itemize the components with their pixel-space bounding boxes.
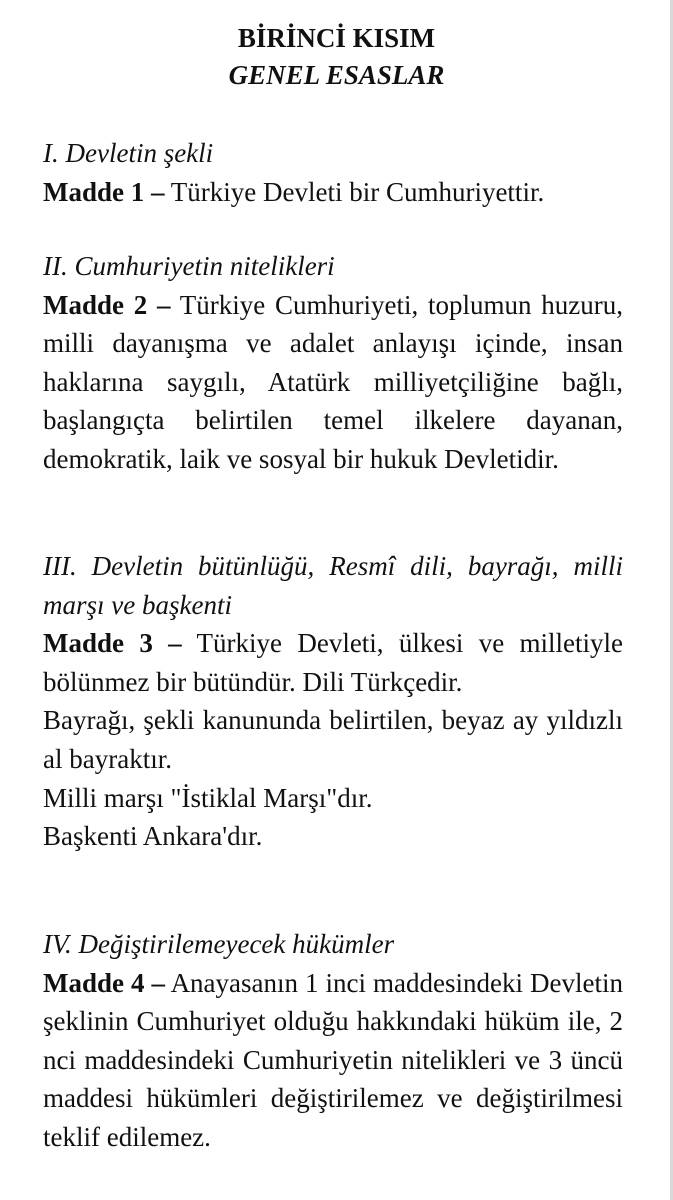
article-3-paragraph: Başkenti Ankara'dır. — [43, 821, 263, 852]
article-label: Madde 2 – — [43, 289, 171, 320]
section-4 — [43, 925, 623, 1157]
part-title: BİRİNCİ KISIM — [237, 23, 436, 53]
article-3-paragraph: Bayrağı, şekli kanununda belirtilen, beyaz ay yıldızlı al bayraktır. — [43, 705, 623, 774]
article-3-paragraph: Milli marşı "İstiklal Marşı"dır. — [43, 782, 373, 813]
article-label: Madde 4 – — [43, 967, 166, 998]
article-label: Madde 3 – — [43, 628, 182, 659]
part-subtitle: GENEL ESASLAR — [228, 60, 445, 90]
article-text: Türkiye Cumhuriyeti, toplumun huzuru, milli dayanışma ve adalet anlayışı içinde, insan haklarına saygılı, Atatürk milliyetçiliğine bağlı, başlangıçta belirtilen temel ilkelere dayanan, demokratik, laik ve sosyal bir hukuk Devletidir. — [43, 289, 624, 474]
article-label: Madde 1 – — [43, 176, 165, 207]
section-3 — [43, 547, 623, 856]
article-4 — [43, 964, 623, 1157]
section-heading: II. Cumhuriyetin nitelikleri — [43, 251, 335, 281]
article-1 — [43, 173, 623, 212]
article-2 — [43, 286, 623, 479]
article-text: Türkiye Devleti bir Cumhuriyettir. — [170, 176, 545, 207]
article-text: Anayasanın 1 inci maddesindeki Devletin şeklinin Cumhuriyet olduğu hakkındaki hüküm ile, 2 nci maddesindeki Cumhuriyetin nitelikleri ve 3 üncü maddesi hükümleri değiştirilemez ve değiştirilmesi teklif edilemez. — [43, 967, 623, 1152]
section-heading: I. Devletin şekli — [43, 138, 214, 168]
article-text: Türkiye Devleti, ülkesi ve milletiyle bölünmez bir bütündür. Dili Türkçedir. — [43, 628, 624, 697]
section-1 — [43, 134, 623, 211]
section-2 — [43, 247, 623, 479]
section-heading: IV. Değiştirilemeyecek hükümler — [43, 929, 395, 959]
article-3 — [43, 624, 623, 701]
section-heading: III. Devletin bütünlüğü, Resmî dili, bayrağı, milli marşı ve başkenti — [43, 551, 623, 620]
